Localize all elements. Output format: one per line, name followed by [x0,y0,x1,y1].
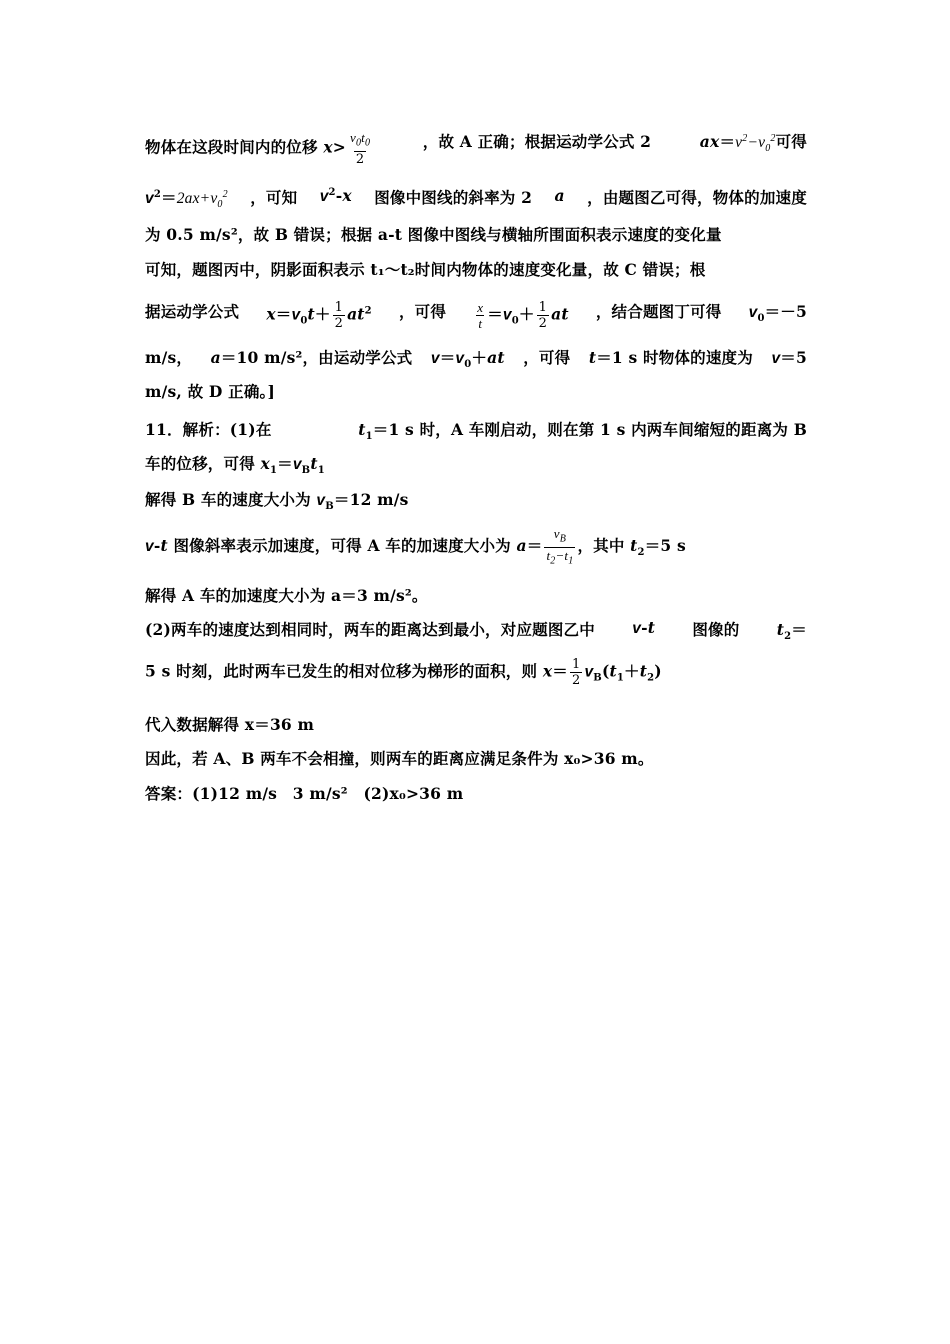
text-line-13: (2)两车的速度达到相同时，两车的距离达到最小，对应题图乙中 v-t 图像的 $t_2=$ [145,618,807,643]
text-line-1: 物体在这段时间内的位移 x> $\frac{v_0t_0}{2}$ ，故 A 正确；根据运动学公式 2 $ax=v^2-v_0^2$可得 [145,130,807,167]
text-line-7: m/s, 故 D 正确。] [145,382,275,401]
answer-line: 答案：(1)12 m/s 3 m/s² (2)x₀>36 m [145,784,464,803]
text-line-15: 代入数据解得 x＝36 m [145,715,315,734]
text-line-12: 解得 A 车的加速度大小为 a＝3 m/s²。 [145,586,428,605]
text-line-9: 车的位移，可得 $x_1=v_Bt_1$ [145,454,325,477]
text-line-14: 5 s 时刻，此时两车已发生的相对位移为梯形的面积，则 x＝ $\frac{1}{2}$ $v_B(t_1+t_2)$ [145,657,662,688]
text-line-11: v-t 图像斜率表示加速度，可得 A 车的加速度大小为 a＝ $\frac{v_B}{t_2-t_1}$ ，其中 $t_2=5$ s [145,526,686,567]
text-line-3: 为 0.5 m/s²，故 B 错误；根据 a-t 图像中图线与横轴所围面积表示速度的变化量 [145,225,722,244]
text-line-2: $v^2=2ax+v_0^2$ ，可知 $v^2-x$ 图像中图线的斜率为 2 a ，由题图乙可得，物体的加速度 [145,186,807,211]
text-line-16: 因此，若 A、B 两车不会相撞，则两车的距离应满足条件为 x₀>36 m。 [145,749,654,768]
text-line-5: 据运动学公式 $x=v_0t+$ $\frac{1}{2}$ $at^2$ ，可得 $\frac{x}{t}$ $=v_0+$ $\frac{1}{2}$ at ，结合题图丁可得 $v_0=-5$ [145,300,807,331]
text-line-8: 11．解析：(1)在 $t_1=1$ s 时，A 车刚启动，则在第 1 s 内两车间缩短的距离为 B [145,420,807,443]
text-line-10: 解得 B 车的速度大小为 $v_B=12$ m/s [145,490,409,513]
text-line-6: m/s， a＝10 m/s²，由运动学公式 $v=v_0+at$ ，可得 t＝1 s 时物体的速度为 v＝5 [145,348,807,371]
text-line-4: 可知，题图丙中，阴影面积表示 t₁～t₂时间内物体的速度变化量，故 C 错误；根 [145,260,706,279]
